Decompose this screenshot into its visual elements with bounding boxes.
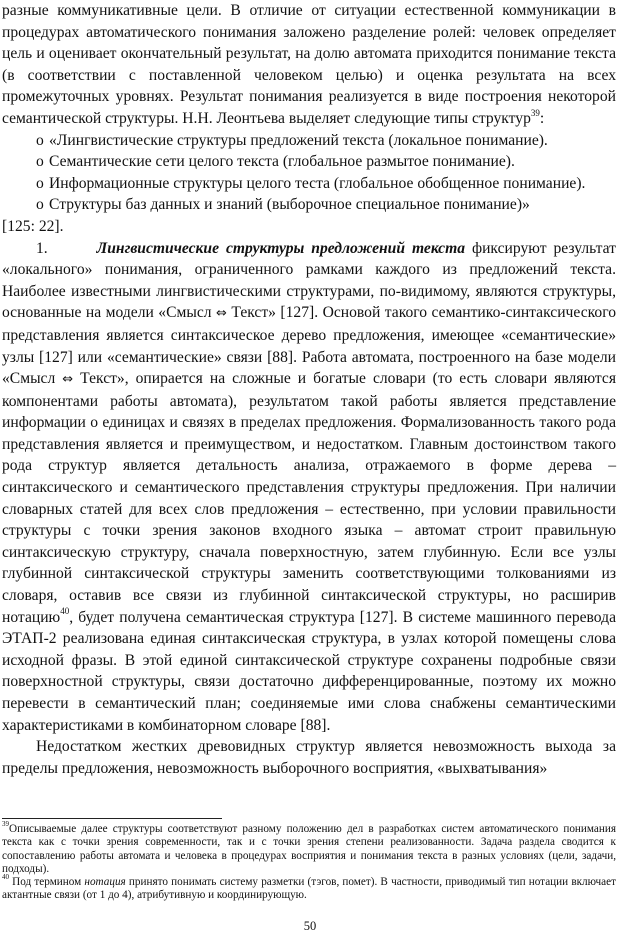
footnote-ref-39[interactable]: 39 xyxy=(530,107,540,118)
equivalence-symbol: ⇔ xyxy=(216,306,227,322)
footnote-number: 40 xyxy=(2,873,9,882)
footnote-text: принято понимать систему разметки (тэгов, помет). В частности, приводимый тип нотации включает актантные связи (от 1 до 4), атрибутивную и координирующую. xyxy=(2,876,617,902)
bullet-marker: o xyxy=(36,131,44,149)
paragraph-text: Текст», опирается на сложные и богатые словари (то есть словари являются компонентами работы автомата), результатом такой работы является представление информации о единицах и связях в пределах предложения. Формализованность такого рода представления является и преимуществом, и недостатком. Главным достоинством такого рода структур является детальность анализа, отражаемого в форме дерева – синтаксического и семантического представления структуры предложения. При наличии словарных статей для всех слов предложения – естественно, при условии правильности структуры с точки зрения законов входного языка – автомат строит правильную синтаксическую структуру, сначала поверхностную, затем глубинную. Если все узлы глубинной синтаксической структуры заменить соответствующими толкованиями из словаря, оставив все связи из глубинной синтаксической структуры, но расширив нотацию xyxy=(2,370,616,626)
body-text xyxy=(2,0,616,779)
page-number: 50 xyxy=(303,919,317,933)
paragraph-text: , будет получена семантическая структура [127]. В системе машинного перевода ЭТАП-2 реализована единая синтаксическая структура, в узлах которой помещены слова исходной фразы. В этой единой синтаксической структуре сохранены подробные связи поверхностной структуры, связи достаточно дифференцированные, поэтому их можно перевести в семантический план; соединяемые ими слова снабжены семантическими характеристиками в комбинаторном словаре [88]. xyxy=(2,608,616,734)
footnote-text: Под термином xyxy=(9,876,85,889)
equivalence-symbol: ⇔ xyxy=(62,372,74,388)
footnotes xyxy=(2,820,617,903)
list-item-text: Семантические сети целого текста (глобальное размытое понимание). xyxy=(49,153,515,171)
paragraph-text: фиксируют результат «локального» понимания, ограниченного рамками каждого из предложений текста. Наиболее известными лингвистическими структурами, по-видимому, являются структуры, основанные на модели «Смысл xyxy=(2,239,616,322)
footnote-39 xyxy=(2,820,616,876)
list-item-text: Информационные структуры целого теста (глобальное обобщенное понимание). xyxy=(49,174,586,192)
paragraph-text: Текст» [127]. Основой такого семантико-синтаксического представления является синтаксическое дерево предложения, имеющее «семантические» узлы [127] или «семантические» связи [88]. Работа автомата, построенного на базе модели «Смысл xyxy=(2,304,617,388)
bullet-marker: o xyxy=(36,174,44,192)
paragraph-intro-colon: : xyxy=(539,109,545,127)
footnote-ref-40[interactable]: 40 xyxy=(60,606,70,617)
paragraph-drawbacks: Недостатком жестких древовидных структур является невозможность выхода за пределы предложения, невозможность выборочного восприятия, «выхватывания» xyxy=(2,738,616,777)
bullet-marker: o xyxy=(36,153,44,171)
list-item-text: Структуры баз данных и знаний (выборочное специальное понимание)» xyxy=(49,196,530,214)
list-item-3 xyxy=(2,173,616,195)
paragraph-structures xyxy=(2,238,616,737)
bullet-marker: o xyxy=(36,196,44,214)
paragraph-intro xyxy=(2,0,616,130)
list-item-4 xyxy=(2,194,616,216)
footnote-divider xyxy=(2,818,222,819)
list-item-text: «Лингвистические структуры предложений текста (локальное понимание). xyxy=(49,131,548,149)
footnote-term: нотация xyxy=(84,876,126,889)
footnote-number: 39 xyxy=(2,820,9,829)
list-item-1 xyxy=(2,130,616,152)
section-number: 1. xyxy=(36,239,48,257)
citation: [125: 22]. xyxy=(2,217,64,235)
footnote-40 xyxy=(2,873,617,903)
paragraph-intro-text: разные коммуникативные цели. В отличие от ситуации естественной коммуникации в процедурах автоматического понимания заложено разделение ролей: человек определяет цель и оценивает окончательный результат, на долю автомата приходится понимание текста (в соответствии с поставленной человеком целью) и оценка результата на всех промежуточных уровнях. Результат понимания реализуется в виде построения некоторой семантической структуры. Н.Н. Леонтьева выделяет следующие типы структур xyxy=(2,2,616,127)
list-item-2 xyxy=(2,151,616,173)
emphasized-term: Лингвистические структуры предложений текста xyxy=(96,239,465,257)
footnote-text: Описываемые далее структуры соответствуют разному положению дел в разработках систем автоматического понимания текста как с точки зрения современности, так и с точки зрения степени реализованности. Задача раздела сводится к сопоставлению работы автомата и человека в процедурах восприятия и понимания текста в разных условиях (цели, задачи, подходы). xyxy=(2,823,616,875)
